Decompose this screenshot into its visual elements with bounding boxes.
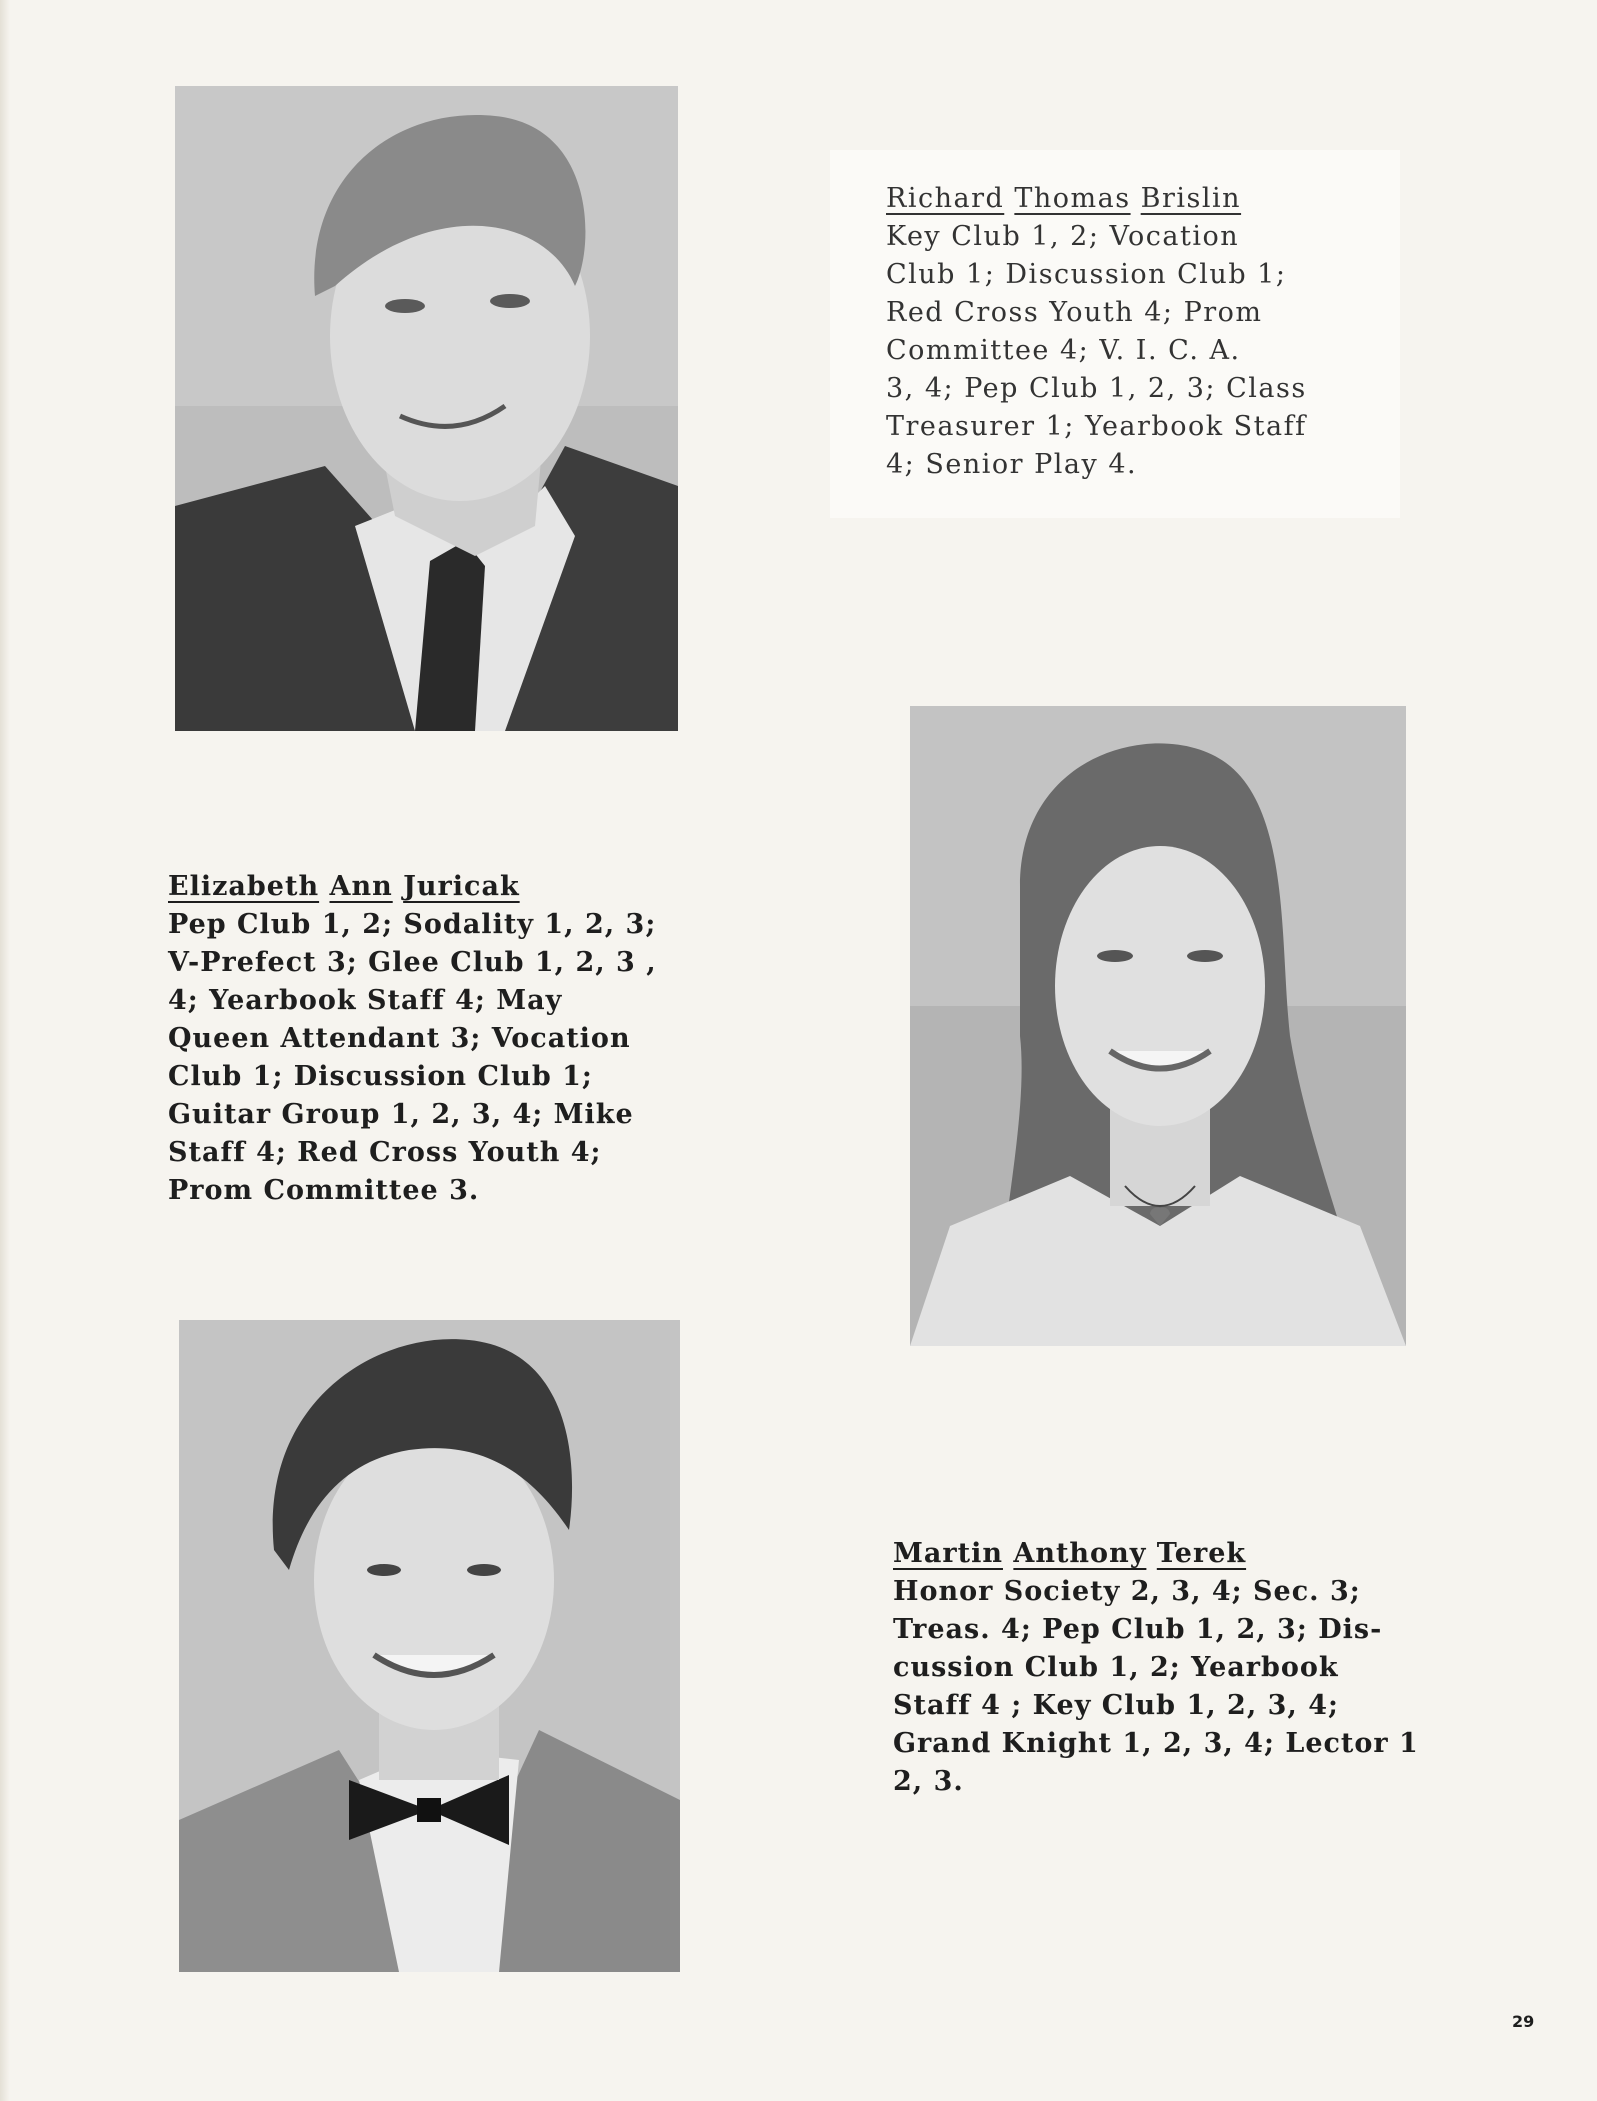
page-edge	[0, 0, 10, 2101]
activity-line: 3, 4; Pep Club 1, 2, 3; Class	[886, 373, 1307, 404]
portrait-male-2	[179, 1320, 680, 1972]
portrait-male-1	[175, 86, 678, 731]
activity-line: Guitar Group 1, 2, 3, 4; Mike	[168, 1099, 634, 1130]
activity-line: Staff 4 ; Key Club 1, 2, 3, 4;	[893, 1690, 1339, 1721]
student-photo-1	[175, 86, 678, 731]
activity-line: V-Prefect 3; Glee Club 1, 2, 3 ,	[168, 947, 657, 978]
activity-line: Red Cross Youth 4; Prom	[886, 297, 1263, 328]
activity-line: Key Club 1, 2; Vocation	[886, 221, 1240, 252]
portrait-female	[910, 706, 1406, 1346]
page-number: 29	[1512, 2012, 1535, 2031]
student-name-2: Elizabeth Ann Juricak	[168, 871, 520, 902]
activity-line: 4; Yearbook Staff 4; May	[168, 985, 563, 1016]
activity-line: 2, 3.	[893, 1766, 964, 1797]
activity-line: Pep Club 1, 2; Sodality 1, 2, 3;	[168, 909, 657, 940]
student-caption-2	[168, 868, 657, 1210]
student-caption-1	[830, 150, 1400, 518]
activity-line: Prom Committee 3.	[168, 1175, 480, 1206]
activity-line: Staff 4; Red Cross Youth 4;	[168, 1137, 602, 1168]
activity-line: cussion Club 1, 2; Yearbook	[893, 1652, 1339, 1683]
student-photo-3	[179, 1320, 680, 1972]
activity-line: Grand Knight 1, 2, 3, 4; Lector 1	[893, 1728, 1419, 1759]
activity-line: Honor Society 2, 3, 4; Sec. 3;	[893, 1576, 1361, 1607]
activity-line: Treasurer 1; Yearbook Staff	[886, 411, 1307, 442]
activity-line: Club 1; Discussion Club 1;	[886, 259, 1287, 290]
student-name-1: Richard Thomas Brislin	[886, 183, 1242, 214]
activity-line: Queen Attendant 3; Vocation	[168, 1023, 631, 1054]
activity-line: Club 1; Discussion Club 1;	[168, 1061, 593, 1092]
activity-line: Committee 4; V. I. C. A.	[886, 335, 1241, 366]
activity-line: Treas. 4; Pep Club 1, 2, 3; Dis-	[893, 1614, 1383, 1645]
activity-line: 4; Senior Play 4.	[886, 449, 1138, 480]
student-photo-2	[910, 706, 1406, 1346]
student-caption-3	[893, 1535, 1419, 1801]
student-name-3: Martin Anthony Terek	[893, 1538, 1247, 1569]
